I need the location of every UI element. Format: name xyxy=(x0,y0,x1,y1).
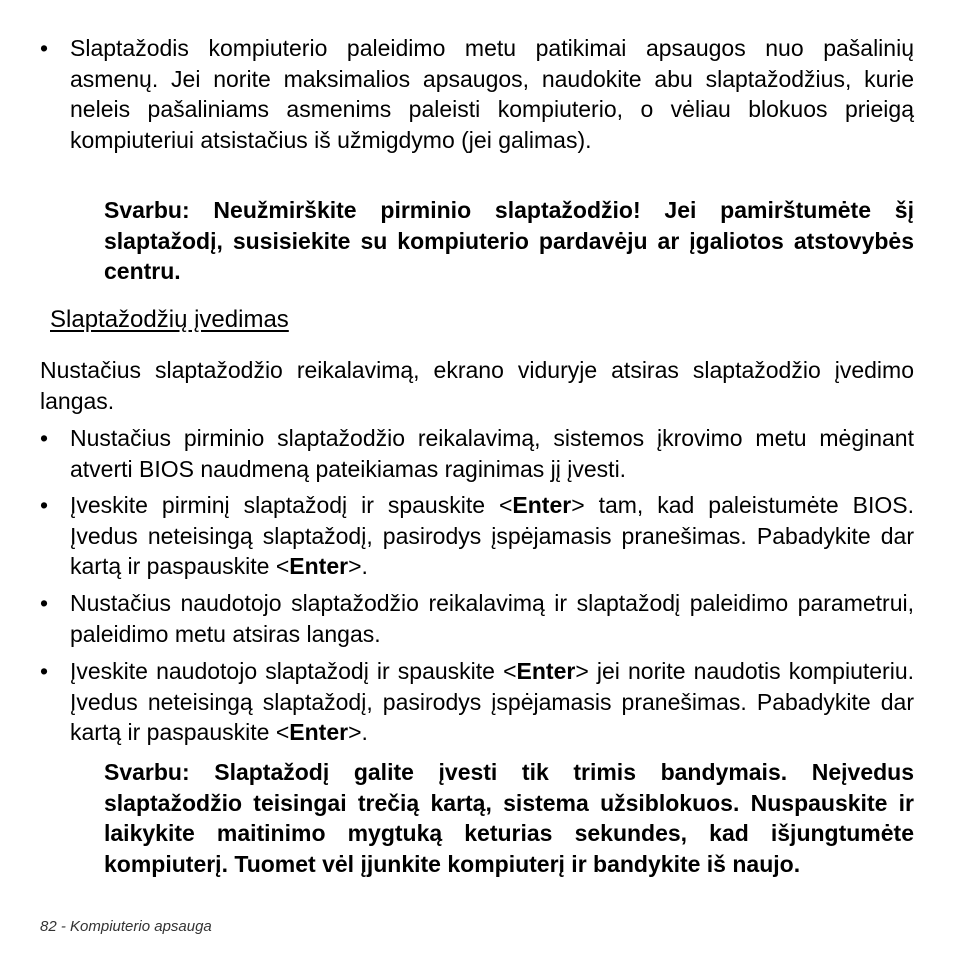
bullet-text-part: > tam, kad paleistumėte BIOS. Įvedus neteisingą slaptažodį, pasirodys įspėjamasis pranešimas. Pabadykite dar kartą ir paspauskite < xyxy=(70,492,914,579)
bullet-text-part: >. xyxy=(348,719,368,745)
bullet-text-part: > jei norite naudotis kompiuteriu. Įvedus neteisingą slaptažodį, pasirodys įspėjamasis pranešimas. Pabadykite dar kartą ir paspauskite < xyxy=(70,658,914,745)
intro-paragraph: Nustačius slaptažodžio reikalavimą, ekrano viduryje atsiras slaptažodžio įvedimo langas. xyxy=(40,357,914,414)
enter-key-label: Enter xyxy=(289,553,349,579)
bullet-text: Nustačius naudotojo slaptažodžio reikalavimą ir slaptažodį paleidimo parametrui, paleidimo metu atsiras langas. xyxy=(70,590,914,647)
bullet-item xyxy=(40,588,914,649)
bullet-marker: • xyxy=(40,492,49,518)
bullet-item xyxy=(40,656,914,748)
bullet-text-part: >. xyxy=(348,553,368,579)
bullet-item xyxy=(40,490,914,582)
bullet-text: Nustačius pirminio slaptažodžio reikalavimą, sistemos įkrovimo metu mėginant atverti BIOS naudmeną pateikiamas raginimas jį įvesti. xyxy=(70,425,914,482)
bullet-marker: • xyxy=(40,658,49,684)
bullet-text-part: Įveskite naudotojo slaptažodį ir spauskite < xyxy=(70,658,517,684)
bullet-text xyxy=(70,656,914,748)
enter-key-label: Enter xyxy=(289,719,349,745)
bullet-marker: • xyxy=(40,425,49,451)
important-note: Svarbu: Slaptažodį galite įvesti tik trimis bandymais. Neįvedus slaptažodžio teisingai trečią kartą, sistema užsiblokuos. Nuspauskite ir laikykite maitinimo mygtuką keturias sekundes, kad išjungtumėte kompiuterį. Tuomet vėl įjunkite kompiuterį ir bandykite iš naujo. xyxy=(104,759,914,877)
important-note: Svarbu: Neužmirškite pirminio slaptažodžio! Jei pamirštumėte šį slaptažodį, susisiekite su kompiuterio pardavėju ar įgaliotos atstovybės centru. xyxy=(104,197,914,284)
bullet-marker: • xyxy=(40,590,49,616)
page-footer: 82 - Kompiuterio apsauga xyxy=(40,918,212,935)
enter-key-label: Enter xyxy=(516,658,576,684)
bullet-item xyxy=(40,423,914,484)
bullet-text-part: Įveskite pirminį slaptažodį ir spauskite < xyxy=(70,492,513,518)
bullet-marker: • xyxy=(40,35,49,61)
bullet-item xyxy=(40,33,914,155)
bullet-text xyxy=(70,490,914,582)
bullet-text: Slaptažodis kompiuterio paleidimo metu patikimai apsaugos nuo pašalinių asmenų. Jei norite maksimalios apsaugos, naudokite abu slaptažodžius, kurie neleis pašaliniams asmenims paleisti kompiuterio, o vėliau blokuos prieigą kompiuteriui atsistačius iš užmigdymo (jei galimas). xyxy=(70,35,914,153)
section-heading: Slaptažodžių įvedimas xyxy=(50,306,289,333)
enter-key-label: Enter xyxy=(512,492,572,518)
